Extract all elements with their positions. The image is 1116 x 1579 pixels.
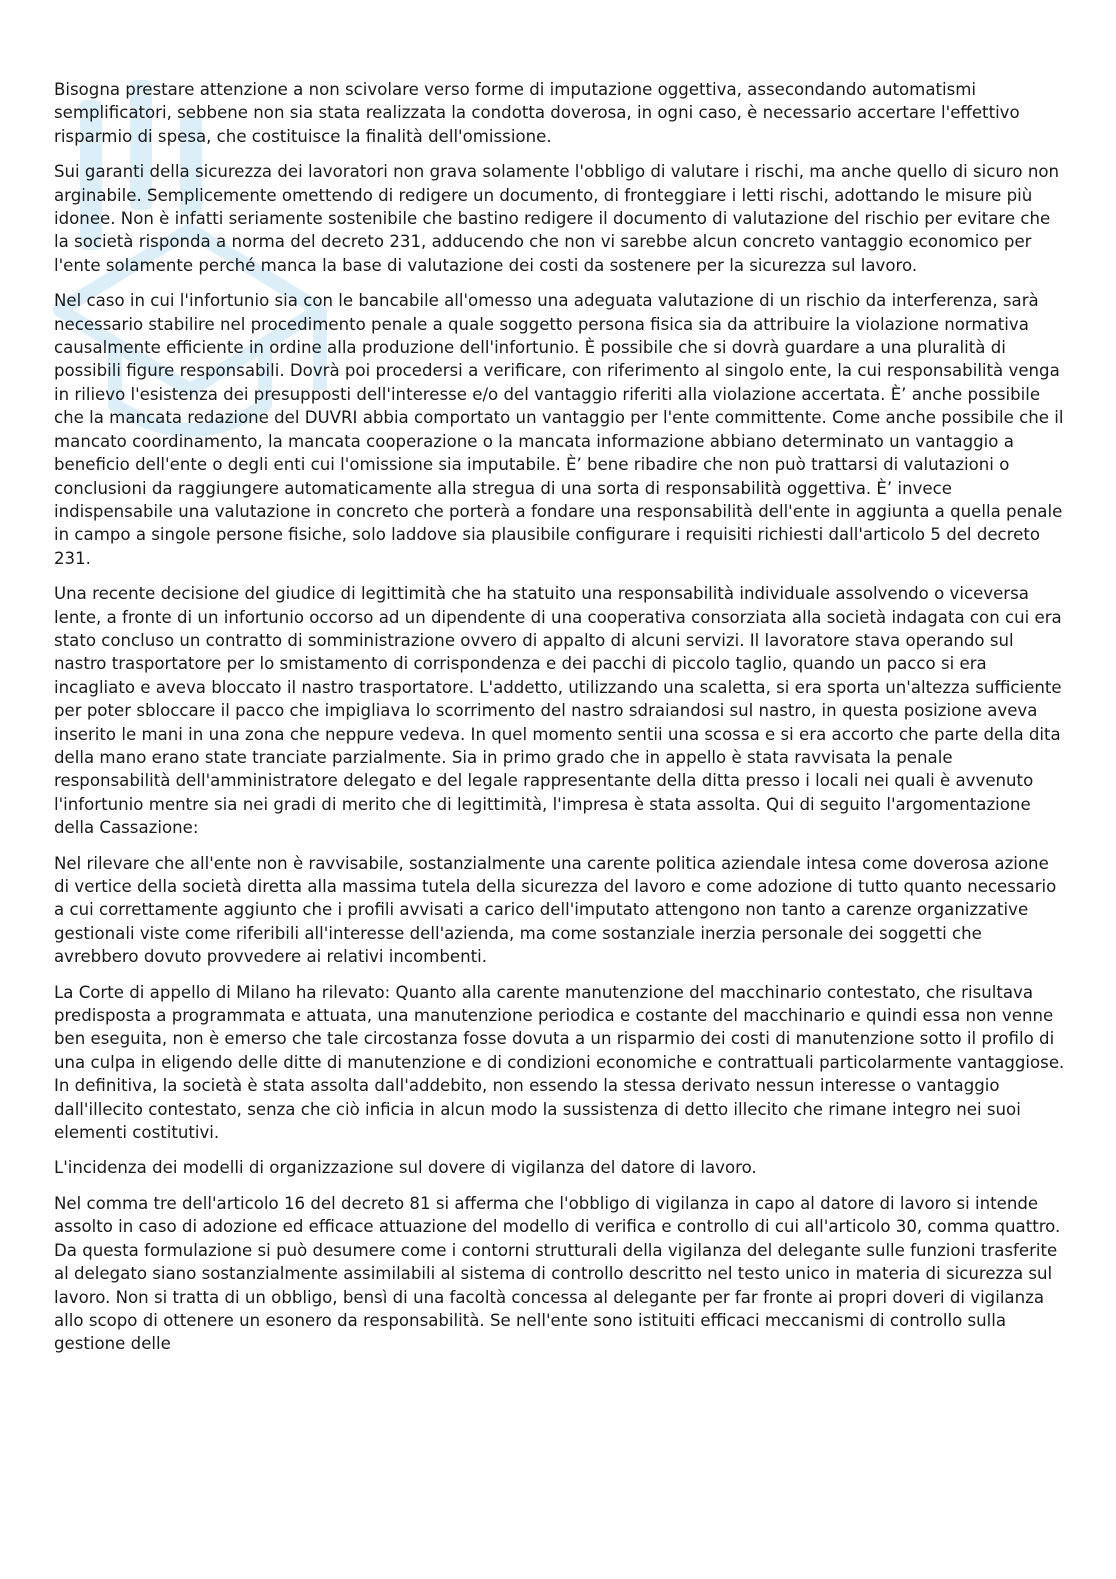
section-heading: L'incidenza dei modelli di organizzazione sul dovere di vigilanza del datore di lavoro. <box>54 1158 757 1178</box>
paragraph-1: Bisogna prestare attenzione a non scivolare verso forme di imputazione oggettiva, assecondando automatismi semplificatori, sebbene non sia stata realizzata la condotta doverosa, in ogni caso, è necessario accertare l'effettivo risparmio di spesa, che costituisce la finalità dell'omissione. <box>54 80 1020 146</box>
paragraph-7: Nel comma tre dell'articolo 16 del decreto 81 si afferma che l'obbligo di vigilanza in capo al datore di lavoro si intende assolto in caso di adozione ed efficace attuazione del modello di verifica e controllo di cui all'articolo 30, comma quattro. Da questa formulazione si può desumere come i contorni strutturali della vigilanza del delegante sulle funzioni trasferite al delegato siano sostanzialmente assimilabili al sistema di controllo descritto nel testo unico in materia di sicurezza sul lavoro. Non si tratta di un obbligo, bensì di una facoltà concessa al delegante per far fronte ai propri doveri di vigilanza allo scopo di ottenere un esonero da responsabilità. Se nell'ente sono istituiti efficaci meccanismi di controllo sulla gestione delle <box>54 1193 1061 1354</box>
paragraph-4: Una recente decisione del giudice di legittimità che ha statuito una responsabilità individuale assolvendo o viceversa lente, a fronte di un infortunio occorso ad un dipendente di una cooperativa consorziata alla società indagata con cui era stato concluso un contratto di somministrazione ovvero di appalto di alcuni servizi. Il lavoratore stava operando sul nastro trasportatore per lo smistamento di corrispondenza e dei pacchi di piccolo taglio, quando un pacco si era incagliato e aveva bloccato il nastro trasportatore. L'addetto, utilizzando una scaletta, si era sporta un'altezza sufficiente per poter sbloccare il pacco che impigliava lo scorrimento del nastro sdraiandosi sul nastro, in questa posizione aveva inserito le mani in una zona che neppure vedeva. In quel momento sentii una scossa e si era accorto che parte della dita della mano erano state tranciate parzialmente. Sia in primo grado che in appello è stata ravvisata la penale responsabilità dell'amministratore delegato e del legale rappresentante della ditta presso i locali nei quali è avvenuto l'infortunio mentre sia nei gradi di merito che di legittimità, l'impresa è stata assolta. Qui di seguito l'argomentazione della Cassazione: <box>54 584 1062 838</box>
paragraph-3: Nel caso in cui l'infortunio sia con le bancabile all'omesso una adeguata valutazione di un rischio da interferenza, sarà necessario stabilire nel procedimento penale a quale soggetto persona fisica sia da attribuire la violazione normativa causalmente efficiente in ordine alla produzione dell'infortunio. È possibile che si dovrà guardare a una pluralità di possibili figure responsabili. Dovrà poi procedersi a verificare, con riferimento al singolo ente, la cui responsabilità venga in rilievo l'esistenza dei presupposti dell'interesse e/o del vantaggio riferiti alla violazione accertata. È’ anche possibile che la mancata redazione del DUVRI abbia comportato un vantaggio per l'ente committente. Come anche possibile che il mancato coordinamento, la mancata cooperazione o la mancata informazione abbiano determinato un vantaggio a beneficio dell'ente o degli enti cui l'omissione sia imputabile. È’ bene ribadire che non può trattarsi di valutazioni o conclusioni da raggiungere automaticamente alla stregua di una sorta di responsabilità oggettiva. È’ invece indispensabile una valutazione in concreto che porterà a fondare una responsabilità dell'ente in aggiunta a quella penale in campo a singole persone fisiche, solo laddove sia plausibile configurare i requisiti richiesti dall'articolo 5 del decreto 231. <box>54 291 1064 568</box>
paragraph-2: Sui garanti della sicurezza dei lavoratori non grava solamente l'obbligo di valutare i rischi, ma anche quello di sicuro non arginabile. Semplicemente omettendo di redigere un documento, di fronteggiare i letti rischi, adottando le misure più idonee. Non è infatti seriamente sostenibile che bastino redigere il documento di valutazione del rischio per evitare che la società risponda a norma del decreto 231, adducendo che non vi sarebbe alcun concreto vantaggio economico per l'ente solamente perché manca la base di valutazione dei costi da sostenere per la sicurezza sul lavoro. <box>54 162 1059 275</box>
document-body <box>54 78 1066 1368</box>
paragraph-6: La Corte di appello di Milano ha rilevato: Quanto alla carente manutenzione del macchinario contestato, che risultava predisposta a programmata e attuata, una manutenzione periodica e costante del macchinario e quindi essa non venne ben eseguita, non è emerso che tale circostanza fosse dovuta a un risparmio dei costi di manutenzione sotto il profilo di una culpa in eligendo delle ditte di manutenzione e di condizioni economiche e contrattuali particolarmente vantaggiose. In definitiva, la società è stata assolta dall'addebito, non essendo la stessa derivato nessun interesse o vantaggio dall'illecito contestato, senza che ciò inficia in alcun modo la sussistenza di detto illecito che rimane integro nei suoi elementi costitutivi. <box>54 982 1065 1143</box>
paragraph-5: Nel rilevare che all'ente non è ravvisabile, sostanzialmente una carente politica aziendale intesa come doverosa azione di vertice della società diretta alla massima tutela della sicurezza del lavoro e come adozione di tutto quanto necessario a cui correttamente aggiunto che i profili avvisati a carico dell'imputato attengono non tanto a carenze organizzative gestionali viste come riferibili all'interesse dell'azienda, ma come sostanziale inerzia personale dei soggetti che avrebbero dovuto provvedere ai relativi incombenti. <box>54 853 1057 967</box>
